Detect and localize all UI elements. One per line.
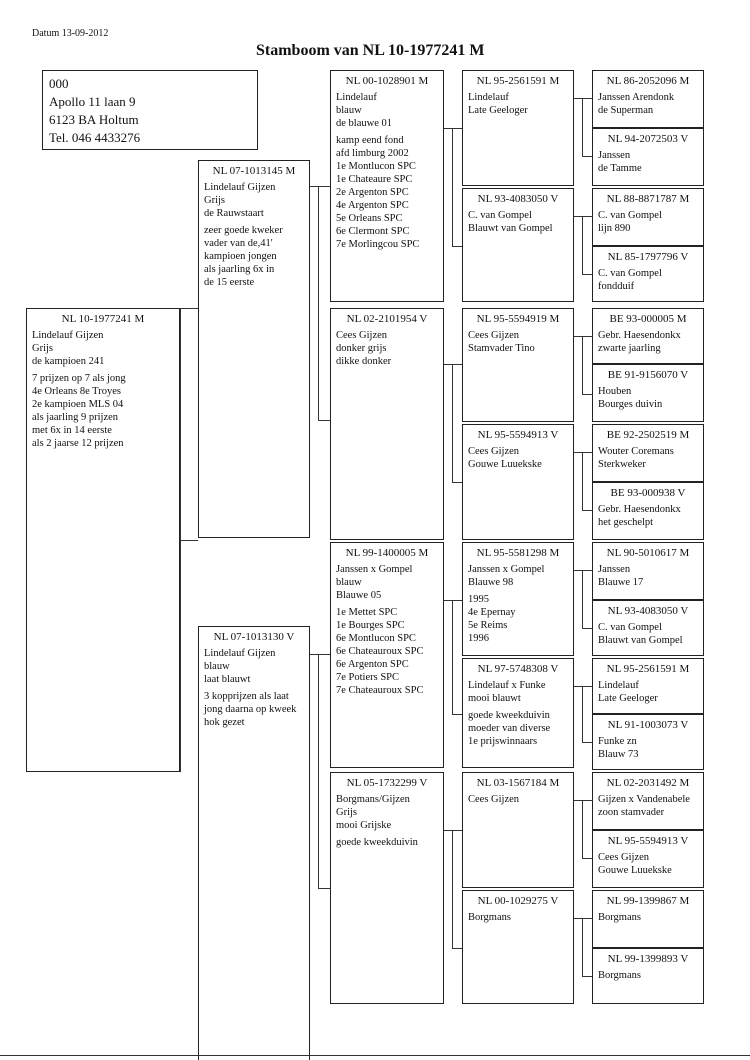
connector-line [582,336,583,394]
connector-line [574,336,592,337]
ring-number: NL 95-2561591 M [476,75,560,87]
owner-address-box [42,70,258,150]
pigeon-line: Cees Gijzen [468,330,520,341]
pigeon-note: moeder van diverse [468,723,551,734]
connector-line [452,948,462,949]
pigeon-line: Funke zn [598,736,637,747]
pigeon-note: 7 prijzen op 7 als jong [32,373,126,384]
pigeon-note: 1e prijswinnaars [468,736,538,747]
pigeon-line: Blauwt van Gompel [468,223,553,234]
pigeon-line: Lindelauf [468,92,509,103]
pigeon-gen3-1 [330,70,444,302]
pigeon-line: de kampioen 241 [32,356,105,367]
pigeon-line: C. van Gompel [598,268,662,279]
pigeon-dam [198,626,310,1060]
ring-number: NL 07-1013145 M [212,165,296,177]
connector-line [582,570,583,628]
connector-line [180,308,198,309]
connector-line [444,600,462,601]
pigeon-note: 2e Argenton SPC [336,187,409,198]
pigeon-gen5-3 [592,188,704,246]
pigeon-gen4-5 [462,542,574,656]
ring-number: NL 95-5594913 V [477,429,559,441]
connector-line [574,686,592,687]
pigeon-gen3-2 [330,308,444,540]
pigeon-note: 1e Mettet SPC [336,607,398,618]
connector-line [582,394,592,395]
pigeon-note: als 2 jaarse 12 prijzen [32,438,124,449]
pigeon-gen4-7 [462,772,574,888]
ring-number: NL 05-1732299 V [346,777,428,789]
pigeon-note: met 6x in 14 eerste [32,425,112,436]
pigeon-note: 5e Orleans SPC [336,213,403,224]
pigeon-gen4-6 [462,658,574,768]
pigeon-gen5-12 [592,714,704,770]
pigeon-gen5-6 [592,364,704,422]
connector-line [452,830,453,948]
pigeon-line: Gouwe Luuekske [598,865,672,876]
pigeon-note: 6e Argenton SPC [336,659,409,670]
pigeon-line: C. van Gompel [598,210,662,221]
pigeon-subject [26,308,180,772]
ring-number: NL 95-5581298 M [476,547,560,559]
connector-line [582,274,592,275]
pigeon-note: 6e Clermont SPC [336,226,410,237]
pigeon-line: Cees Gijzen [598,852,650,863]
pigeon-gen5-14 [592,830,704,888]
connector-line [318,420,330,421]
ring-number: NL 93-4083050 V [607,605,689,617]
connector-line [452,714,462,715]
ring-number: NL 95-5594919 M [476,313,560,325]
pigeon-line: blauw [336,105,362,116]
pigeon-gen5-7 [592,424,704,482]
pigeon-note: 1e Montlucon SPC [336,161,416,172]
pigeon-gen5-9 [592,542,704,600]
pigeon-line: Gouwe Luuekske [468,459,542,470]
pigeon-gen5-10 [592,600,704,656]
pigeon-note: 6e Chateauroux SPC [336,646,424,657]
pigeon-line: Cees Gijzen [468,794,520,805]
ring-number: NL 95-2561591 M [606,663,690,675]
pigeon-line: zwarte jaarling [598,343,661,354]
connector-line [582,510,592,511]
connector-line [582,976,592,977]
pigeon-line: Gijzen x Vandenabele [598,794,690,805]
pigeon-note: 1995 [468,594,489,605]
connector-line [574,216,592,217]
connector-line [180,540,198,541]
pigeon-line: mooi Grijske [336,820,392,831]
owner-phone: Tel. 046 4433276 [49,130,141,145]
pigeon-line: Janssen [598,564,631,575]
connector-line [310,654,330,655]
pigeon-line: Cees Gijzen [468,446,520,457]
pigeon-line: Blauwe 05 [336,590,382,601]
connector-line [574,98,592,99]
pigeon-line: Lindelauf x Funke [468,680,546,691]
pigeon-line: Janssen x Gompel [336,564,413,575]
pigeon-gen5-16 [592,948,704,1004]
pigeon-line: Janssen [598,150,631,161]
pigeon-gen5-15 [592,890,704,948]
pigeon-note: 2e kampioen MLS 04 [32,399,124,410]
pigeon-note: goede kweekduivin [336,837,418,848]
pigeon-gen5-13 [592,772,704,830]
pigeon-note: 4e Epernay [468,607,516,618]
ring-number: BE 93-000938 V [610,487,686,499]
pigeon-line: zoon stamvader [598,807,665,818]
connector-line [452,246,462,247]
pigeon-gen4-8 [462,890,574,1004]
owner-name: 000 [49,76,69,91]
ring-number: NL 91-1003073 V [607,719,689,731]
connector-line [444,364,462,365]
ring-number: NL 00-1029275 V [477,895,559,907]
pigeon-line: de Tamme [598,163,642,174]
pigeon-line: Lindelauf [336,92,377,103]
pigeon-note: 5e Reims [468,620,508,631]
pigeon-line: C. van Gompel [468,210,532,221]
pigeon-line: lijn 890 [598,223,631,234]
pigeon-line: Cees Gijzen [336,330,388,341]
pigeon-line: Sterkweker [598,459,646,470]
connector-line [582,156,592,157]
owner-street: Apollo 11 laan 9 [49,94,136,109]
ring-number: NL 85-1797796 V [607,251,689,263]
pigeon-note: 6e Montlucon SPC [336,633,416,644]
connector-line [582,800,583,858]
connector-line [318,654,319,888]
pigeon-line: het geschelpt [598,517,654,528]
pigeon-note: kampioen jongen [204,251,277,262]
pigeon-line: Borgmans/Gijzen [336,794,410,805]
ring-number: NL 88-8871787 M [606,193,690,205]
pigeon-gen5-8 [592,482,704,540]
connector-line [574,570,592,571]
pigeon-line: Lindelauf Gijzen [204,648,276,659]
connector-line [582,686,583,742]
ring-number: NL 90-5010617 M [606,547,690,559]
pigeon-line: Houben [598,386,632,397]
connector-line [452,600,453,714]
ring-number: NL 95-5594913 V [607,835,689,847]
connector-line [444,830,462,831]
pigeon-note: 7e Chateauroux SPC [336,685,424,696]
pigeon-line: Lindelauf [598,680,639,691]
pigeon-line: Late Geeloger [598,693,658,704]
connector-line [574,800,592,801]
pigeon-note: afd limburg 2002 [336,148,409,159]
pigeon-sire [198,160,310,538]
pigeon-note: 1996 [468,633,489,644]
ring-number: NL 93-4083050 V [477,193,559,205]
pigeon-gen5-2 [592,128,704,186]
pigeon-line: laat blauwt [204,674,251,685]
pigeon-gen5-11 [592,658,704,714]
pigeon-gen3-4 [330,772,444,1004]
owner-city: 6123 BA Holtum [49,112,139,127]
pigeon-line: Blauwt van Gompel [598,635,683,646]
pigeon-line: Late Geeloger [468,105,528,116]
pigeon-line: Blauw 73 [598,749,639,760]
pigeon-line: fondduif [598,281,635,292]
pigeon-note: 7e Morlingcou SPC [336,239,420,250]
pigeon-line: Grijs [32,343,53,354]
ring-number: NL 10-1977241 M [61,313,145,325]
pigeon-line: Janssen x Gompel [468,564,545,575]
pigeon-note: de 15 eerste [204,277,255,288]
ring-number: NL 94-2072503 V [607,133,689,145]
pigeon-line: Grijs [204,195,225,206]
connector-line [574,918,592,919]
print-date: Datum 13-09-2012 [32,28,109,39]
pigeon-gen5-1 [592,70,704,128]
pigeon-note: 7e Potiers SPC [336,672,400,683]
connector-line [582,858,592,859]
pigeon-line: Blauwe 17 [598,577,644,588]
pigeon-line: mooi blauwt [468,693,521,704]
pigeon-gen5-4 [592,246,704,302]
pigeon-line: C. van Gompel [598,622,662,633]
pigeon-note: als jaarling 6x in [204,264,275,275]
ring-number: NL 03-1567184 M [476,777,560,789]
ring-number: BE 93-000005 M [609,313,687,325]
connector-line [318,186,319,420]
pigeon-line: Lindelauf Gijzen [204,182,276,193]
pigeon-line: Borgmans [468,912,511,923]
connector-line [574,452,592,453]
pigeon-line: blauw [204,661,230,672]
pigeon-line: Wouter Coremans [598,446,674,457]
pigeon-line: blauw [336,577,362,588]
connector-line [582,452,583,510]
pigeon-line: de blauwe 01 [336,118,392,129]
pigeon-note: jong daarna op kweek [204,704,297,715]
ring-number: BE 92-2502519 M [606,429,690,441]
pigeon-note: vader van de,41' [204,238,273,249]
pigeon-line: Stamvader Tino [468,343,535,354]
ring-number: NL 86-2052096 M [606,75,690,87]
pigeon-note: 4e Argenton SPC [336,200,409,211]
connector-line [452,364,453,482]
pigeon-line: Borgmans [598,912,641,923]
connector-line [452,482,462,483]
connector-line [452,128,453,246]
pigeon-note: 3 kopprijzen als laat [204,691,289,702]
connector-line [318,888,330,889]
page-bottom-rule [0,1055,750,1056]
pigeon-note: kamp eend fond [336,135,404,146]
pigeon-line: Janssen Arendonk [598,92,675,103]
pigeon-note: 1e Bourges SPC [336,620,405,631]
pigeon-gen4-4 [462,424,574,540]
connector-line [310,186,330,187]
connector-line [582,918,583,976]
pigeon-note: 4e Orleans 8e Troyes [32,386,121,397]
ring-number: NL 97-5748308 V [477,663,559,675]
page-title: Stamboom van NL 10-1977241 M [256,42,485,59]
pigeon-line: Grijs [336,807,357,818]
pigeon-line: Blauwe 98 [468,577,514,588]
connector-line [582,742,592,743]
pigeon-line: Gebr. Haesendonkx [598,330,681,341]
ring-number: NL 99-1399893 V [607,953,689,965]
pigeon-note: goede kweekduivin [468,710,550,721]
ring-number: NL 02-2101954 V [346,313,428,325]
pigeon-line: dikke donker [336,356,392,367]
ring-number: BE 91-9156070 V [607,369,689,381]
ring-number: NL 07-1013130 V [213,631,295,643]
pigeon-line: Gebr. Haesendonkx [598,504,681,515]
pigeon-line: donker grijs [336,343,387,354]
connector-line [582,628,592,629]
pigeon-line: Lindelauf Gijzen [32,330,104,341]
pigeon-line: Bourges duivin [598,399,663,410]
pigeon-line: de Rauwstaart [204,208,264,219]
pigeon-line: Borgmans [598,970,641,981]
ring-number: NL 00-1028901 M [345,75,429,87]
pigeon-note: 1e Chateaure SPC [336,174,413,185]
pigeon-note: hok gezet [204,717,245,728]
pigeon-note: als jaarling 9 prijzen [32,412,119,423]
connector-line [582,216,583,274]
pigeon-gen4-1 [462,70,574,186]
ring-number: NL 99-1400005 M [345,547,429,559]
pigeon-note: zeer goede kweker [204,225,283,236]
connector-line [444,128,462,129]
pigeon-gen4-3 [462,308,574,422]
ring-number: NL 02-2031492 M [606,777,690,789]
connector-line [582,98,583,156]
pigeon-gen3-3 [330,542,444,768]
pigeon-gen4-2 [462,188,574,302]
ring-number: NL 99-1399867 M [606,895,690,907]
pigeon-gen5-5 [592,308,704,364]
pigeon-line: de Superman [598,105,654,116]
